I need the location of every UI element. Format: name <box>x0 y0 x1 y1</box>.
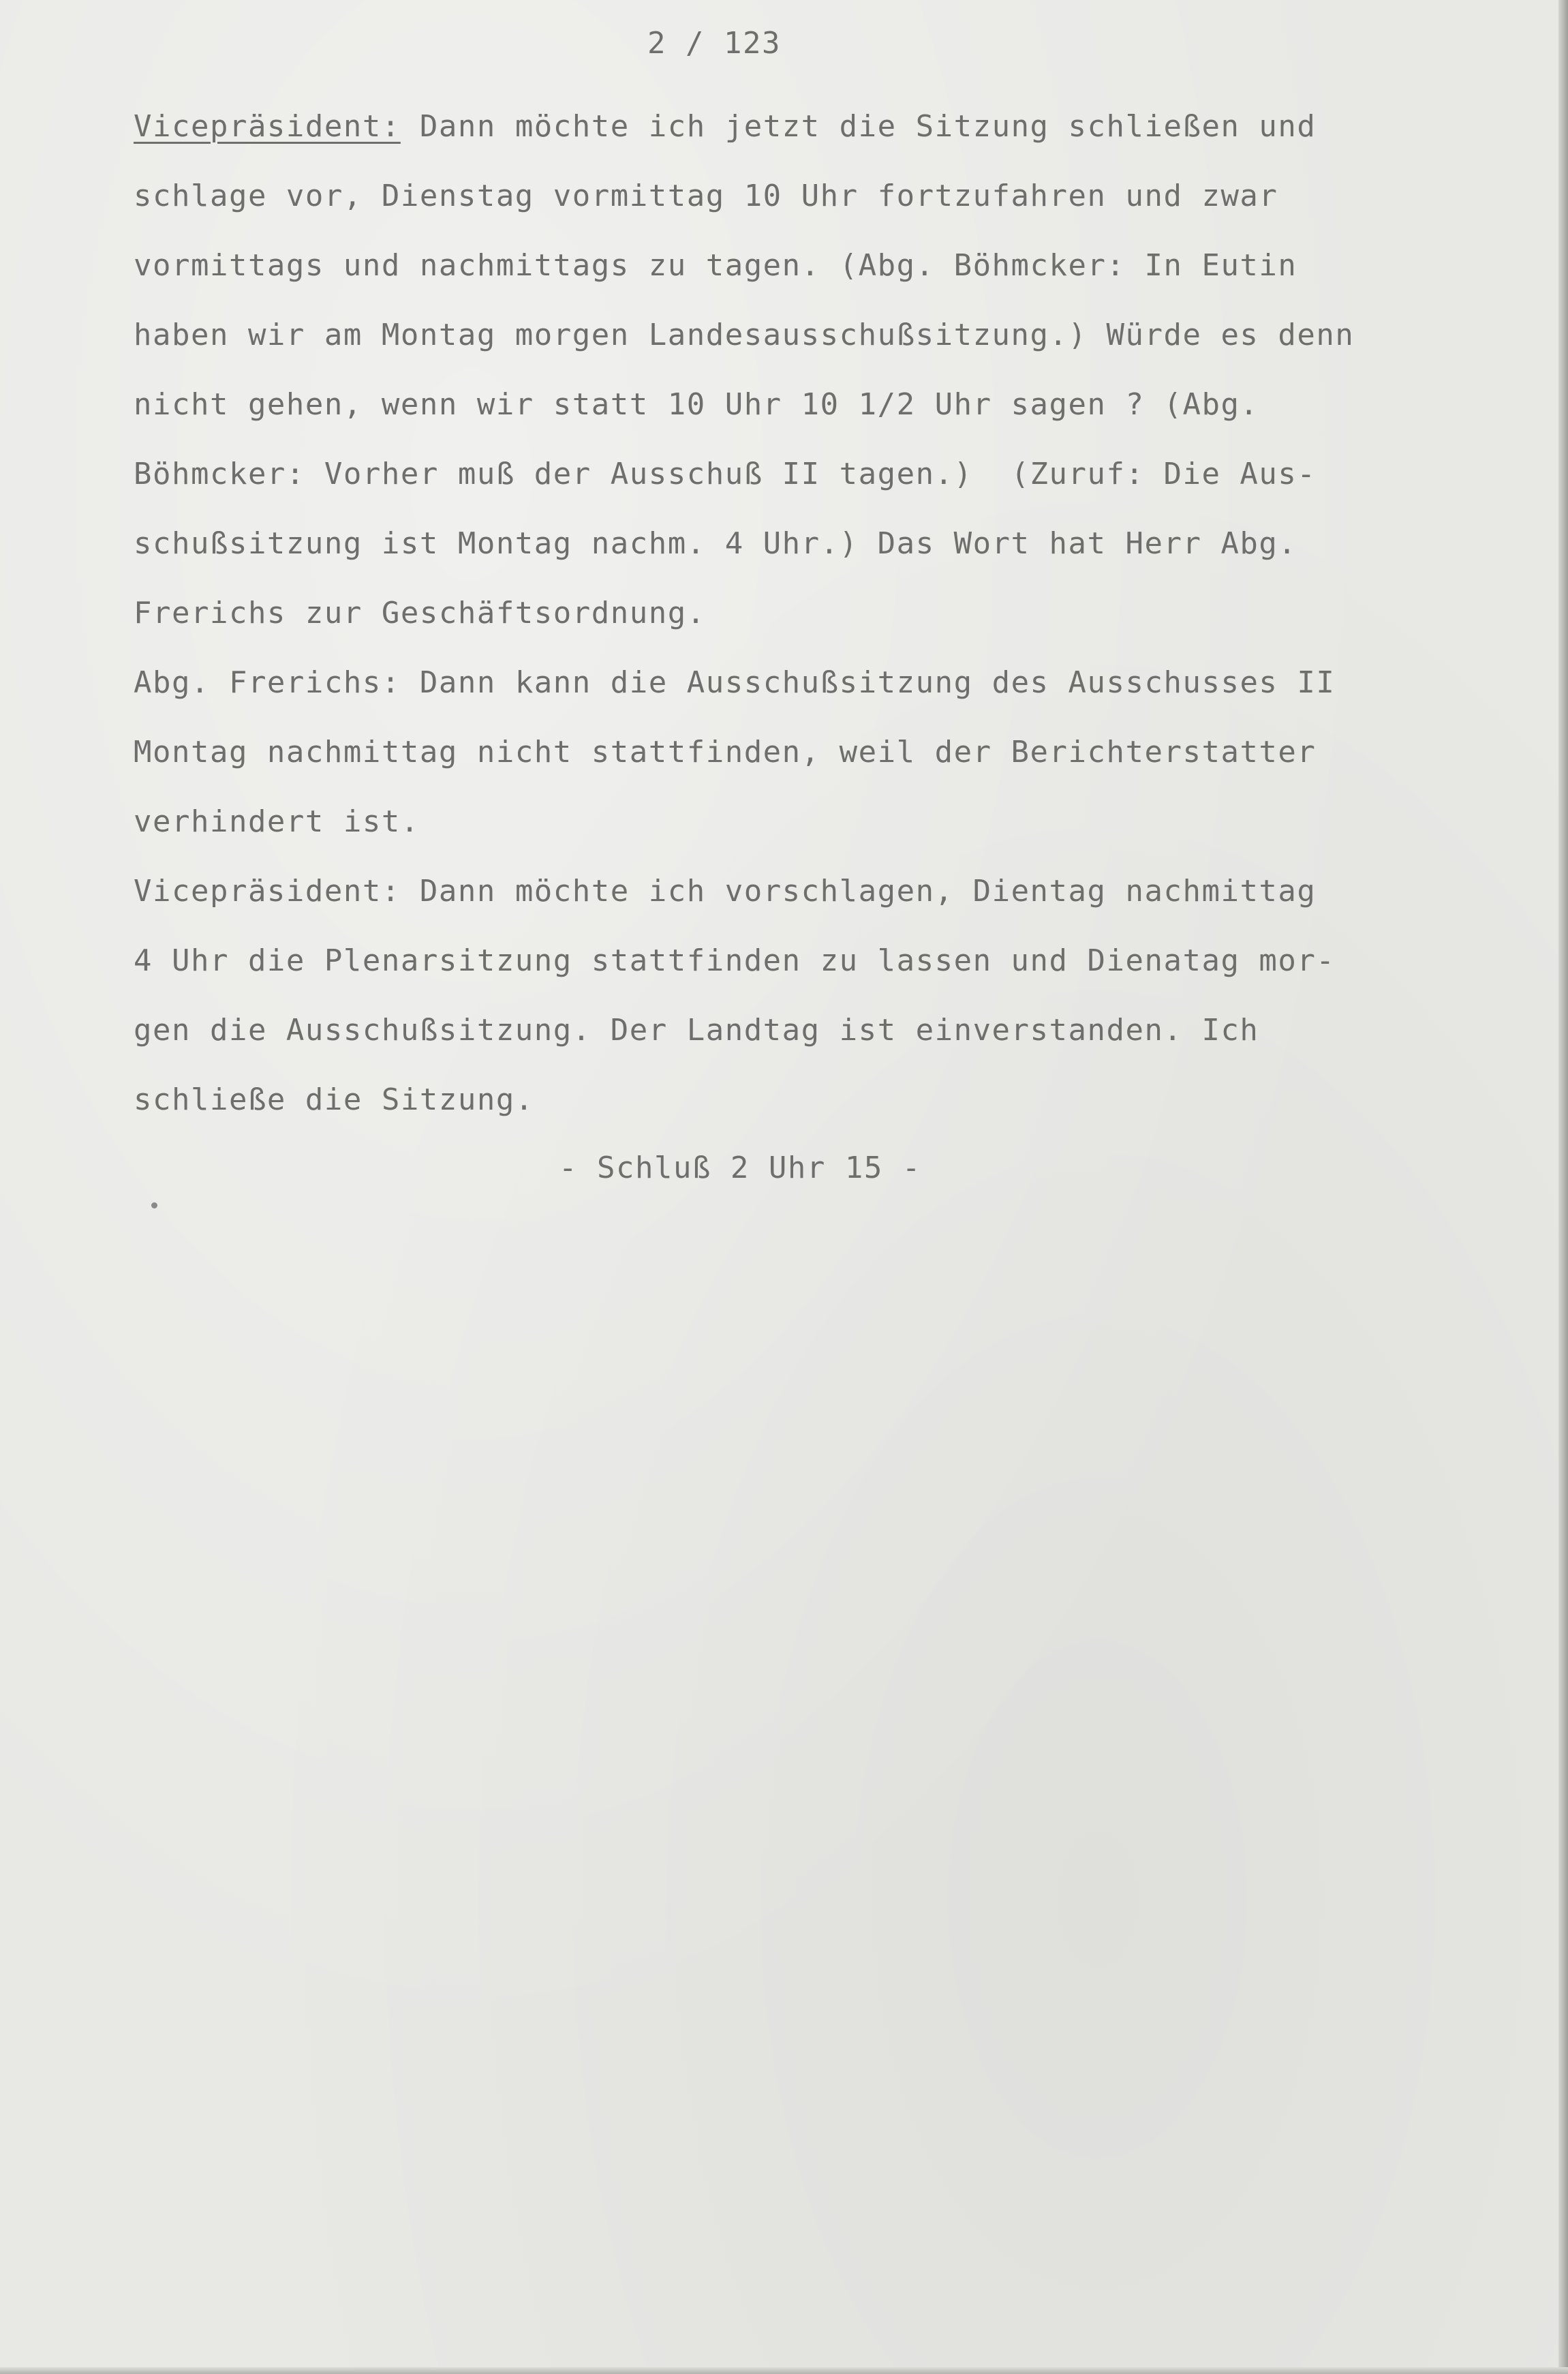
paragraph-3-line-4: schließe die Sitzung. <box>134 1082 534 1117</box>
paragraph-2-line-1 <box>134 665 1335 700</box>
paragraph-3-line-3: gen die Ausschußsitzung. Der Landtag ist einverstanden. Ich <box>134 1013 1259 1048</box>
paragraph-1-line-2: schlage vor, Dienstag vormittag 10 Uhr fortzufahren und zwar <box>134 179 1278 213</box>
paragraph-1-line-3: vormittags und nachmittags zu tagen. (Abg. Böhmcker: In Eutin <box>134 248 1297 283</box>
closing-note: - Schluß 2 Uhr 15 - <box>559 1151 921 1185</box>
paragraph-3-line-2: 4 Uhr die Plenarsitzung stattfinden zu lassen und Dienatag mor- <box>134 943 1336 978</box>
paragraph-1-line-1 <box>134 109 1316 144</box>
paragraph-1-line-7: schußsitzung ist Montag nachm. 4 Uhr.) Das Wort hat Herr Abg. <box>134 526 1297 561</box>
text-line: Dann möchte ich vorschlagen, Dientag nachmittag <box>400 874 1317 909</box>
page-number: 2 / 123 <box>647 26 781 61</box>
speaker-vicepraesident: Vicepräsident: <box>134 874 401 909</box>
speaker-vicepraesident: Vicepräsident: <box>134 109 401 144</box>
paragraph-2-line-3: verhindert ist. <box>134 804 420 839</box>
paragraph-1-line-6: Böhmcker: Vorher muß der Ausschuß II tagen.) (Zuruf: Die Aus- <box>134 457 1317 491</box>
paragraph-1-line-8: Frerichs zur Geschäftsordnung. <box>134 596 706 630</box>
paragraph-1-line-5: nicht gehen, wenn wir statt 10 Uhr 10 1/2 Uhr sagen ? (Abg. <box>134 387 1259 422</box>
paragraph-2-line-2: Montag nachmittag nicht stattfinden, weil der Berichterstatter <box>134 735 1317 770</box>
page-edge-bottom <box>0 2367 1568 2374</box>
paragraph-1-line-4: haben wir am Montag morgen Landesausschußsitzung.) Würde es denn <box>134 318 1355 352</box>
ink-speck <box>151 1202 157 1208</box>
text-line: Dann kann die Ausschußsitzung des Ausschusses II <box>400 665 1336 700</box>
speaker-abg-frerichs: Abg. Frerichs: <box>134 665 401 700</box>
page-edge-right <box>1558 0 1568 2374</box>
paragraph-3-line-1 <box>134 874 1316 909</box>
text-line: Dann möchte ich jetzt die Sitzung schließen und <box>400 109 1317 144</box>
